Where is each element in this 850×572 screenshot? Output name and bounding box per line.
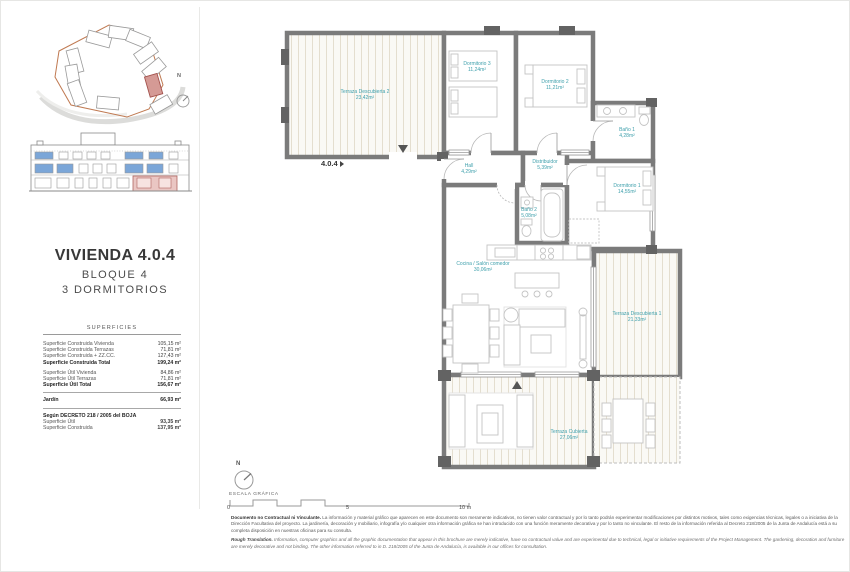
surfaces-table [43,325,181,431]
scale-tick-10: 10 m [459,505,472,511]
table-separator [43,408,181,409]
column-divider [199,7,200,509]
table-row: Superficie Construida 137,95 m² [43,425,181,432]
table-row: Jardín 66,93 m² [43,397,181,404]
table-row: Superficie Útil Vivienda 84,86 m² [43,369,181,376]
block-subtitle: BLOQUE 4 [81,269,149,281]
scale-tick-0: 0 [227,505,231,511]
disclaimer-english: Rough Translation. Information, computer graphics and all the graphic documentation that appear in this brochure are merely indicative, have no contractual value and are experimental due to technical, legal or initiative requirements of the Project Management. The gardening, decoration and furniture are merely decorative and not binding. The other information referred to in D. 218/2005 of the Junta de Andalucía, is available in our offices for consultation. [231,537,845,549]
room-label-dormitorio-1: Dormitorio 1 14,55m² [613,183,641,195]
entrance-arrow-icon [340,161,344,167]
table-row: Superficie Construida + ZZ.CC. 127,43 m² [43,353,181,360]
decreto-header: Según DECRETO 218 / 2005 del BOJA [43,412,137,419]
surfaces-header: SUPERFICIES [43,325,181,335]
room-label-bano-1: Baño 1 4,28m² [619,127,635,139]
table-row: Superficie Útil Total 156,67 m² [43,382,181,389]
floor-plan [277,15,687,507]
room-label-bano-2: Baño 2 5,08m² [521,207,537,219]
room-label-terraza-descubierta-1: Terraza Descubierta 1 21,33m² [612,311,662,323]
site-buildings [65,25,173,114]
table-row: Superficie Útil 93,35 m² [43,419,181,426]
unit-entrance-label: 4.0.4 [321,159,344,168]
title-block [31,247,199,296]
graphic-scale-bar [229,498,479,508]
room-label-dormitorio-2: Dormitorio 2 11,21m² [541,79,569,91]
table-row: Superficie Construida Total 199,24 m² [43,359,181,366]
table-row: Superficie Construida Vivienda 105,15 m² [43,341,181,347]
room-label-dormitorio-3: Dormitorio 3 11,24m² [463,61,491,73]
site-north-label: N [177,73,181,79]
page-title: VIVIENDA 4.0.4 [54,247,176,264]
legal-disclaimer [231,515,845,553]
bedrooms-subtitle: 3 DORMITORIOS [61,284,168,296]
table-separator [43,392,181,393]
room-label-terraza-cubierta: Terraza Cubierta 27,06m² [550,429,588,441]
site-plan-drawing [31,13,196,125]
room-label-hall: Hall 4,29m² [461,163,477,175]
scale-tick-5: 5 [346,505,350,511]
table-row: Superficie Construida Terrazas 71,81 m² [43,347,181,354]
room-label-distribuidor: Distribuidor 5,39m² [532,159,558,171]
room-label-cocina-salon: Cocina / Salón comedor 30,06m² [456,261,510,273]
disclaimer-spanish: Documento no Contractual ni Vinculante. La información y material gráfico que aparecen en este documento son meramente indicativos, no tienen valor contractual y por lo tanto podrán experimentar modificaciones por distintos motivos, tales como exigencias técnicas, legales o a iniciativa de la Dirección Facultativa del proyecto. La jardinería, decoración y mobiliario, infografía y/o cualquier otra información gráfica se han introducido con una función meramente decorativa y por lo tanto no vinculante. El resto de la información referida al Decreto 218/2005 de la Junta de Andalucía está a su completa disposición en nuestras oficinas para su consulta. [231,515,838,533]
table-row: Superficie Útil Terrazas 71,81 m² [43,376,181,383]
scale-caption: ESCALA GRÁFICA [229,492,279,497]
scale-north-label: N [236,461,241,467]
elevation-drawing [29,129,194,207]
room-label-terraza-descubierta-2: Terraza Descubierta 2 23,42m² [340,89,390,101]
north-compass-icon [233,469,255,491]
